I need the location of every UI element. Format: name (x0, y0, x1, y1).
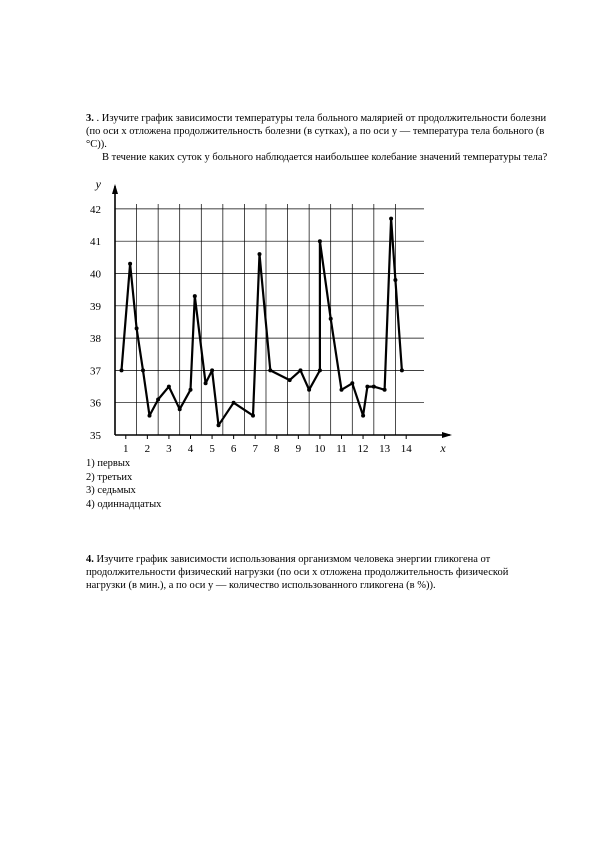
x-tick-label: 12 (357, 443, 369, 455)
question-3-prompt: В течение каких суток у больного наблюдается наибольшее колебание значений температуры тела? (102, 152, 548, 163)
answer-option-4[interactable]: 4) одиннадцатых (86, 498, 162, 510)
data-point (189, 388, 193, 392)
y-tick-label: 35 (90, 430, 101, 442)
question-4-text: Изучите график зависимости использования организмом человека энергии гликогена от продолжительности физический нагрузки (по оси x отложена продолжительность физической нагрузки (в мин.), а по оси y — количество использованного гликогена (в %)). (86, 554, 509, 591)
x-tick-label: 6 (230, 443, 237, 455)
data-point (307, 388, 311, 392)
x-tick-label: 7 (252, 443, 258, 455)
data-point (232, 401, 236, 405)
data-point (393, 278, 397, 282)
y-tick-label: 39 (90, 300, 101, 313)
data-point (193, 294, 197, 298)
data-point (329, 317, 333, 321)
y-tick-label: 37 (90, 365, 101, 378)
x-axis-arrow (442, 432, 452, 438)
x-tick-label: 11 (336, 443, 347, 455)
data-point (251, 414, 255, 418)
x-tick-label: 13 (379, 443, 391, 455)
answer-option-1[interactable]: 1) первых (86, 458, 131, 469)
x-tick-label: 8 (274, 443, 280, 455)
x-tick-label: 9 (295, 443, 302, 455)
data-point (400, 368, 404, 372)
y-axis-label: y (95, 178, 101, 191)
question-4-number: 4. (86, 554, 94, 565)
data-point (383, 388, 387, 392)
y-axis-arrow (112, 184, 118, 194)
data-point (204, 381, 208, 385)
grid (115, 204, 424, 435)
temperature-line (122, 219, 402, 426)
x-tick-label: 4 (187, 443, 194, 455)
data-point (268, 368, 272, 372)
data-point (258, 252, 262, 256)
x-tick-label: 10 (314, 443, 326, 455)
data-point (299, 368, 303, 372)
question-3-number: 3. (86, 113, 94, 124)
x-tick-label: 5 (209, 443, 215, 455)
y-tick-label: 38 (90, 333, 101, 346)
data-point (350, 381, 354, 385)
data-point (361, 414, 365, 418)
x-tick-label: 3 (166, 443, 172, 455)
x-tick-label: 1 (123, 443, 129, 455)
data-point (120, 368, 124, 372)
y-tick-label: 40 (90, 268, 101, 281)
y-tick-label: 36 (90, 397, 101, 410)
data-point (156, 398, 160, 402)
question-3-text: . Изучите график зависимости температуры тела больного малярией от продолжительности болезни (по оси x отложена продолжительность болезни (в сутках), а по оси y — температура тела больного (в °С)). (86, 113, 547, 150)
data-point (217, 423, 221, 427)
data-point (318, 239, 322, 243)
answer-option-2[interactable]: 2) третьих (86, 471, 133, 483)
data-point (210, 368, 214, 372)
data-point (135, 326, 139, 330)
x-tick-label: 14 (400, 443, 412, 455)
data-point (167, 385, 171, 389)
question-3 (86, 112, 550, 164)
x-axis-label: x (440, 441, 446, 455)
data-point (318, 368, 322, 372)
data-point (365, 385, 369, 389)
data-point (389, 217, 393, 221)
data-point (288, 378, 292, 382)
data-point (372, 385, 376, 389)
temperature-chart (80, 178, 460, 456)
answer-options (86, 457, 161, 511)
data-point (141, 368, 145, 372)
answer-option-3[interactable]: 3) седьмых (86, 485, 136, 496)
data-point (178, 407, 182, 411)
data-point (148, 414, 152, 418)
question-4 (86, 553, 550, 592)
y-tick-label: 42 (90, 203, 101, 216)
x-tick-label: 2 (144, 443, 151, 455)
data-point (340, 388, 344, 392)
data-point (128, 262, 132, 266)
y-tick-label: 41 (90, 236, 101, 249)
